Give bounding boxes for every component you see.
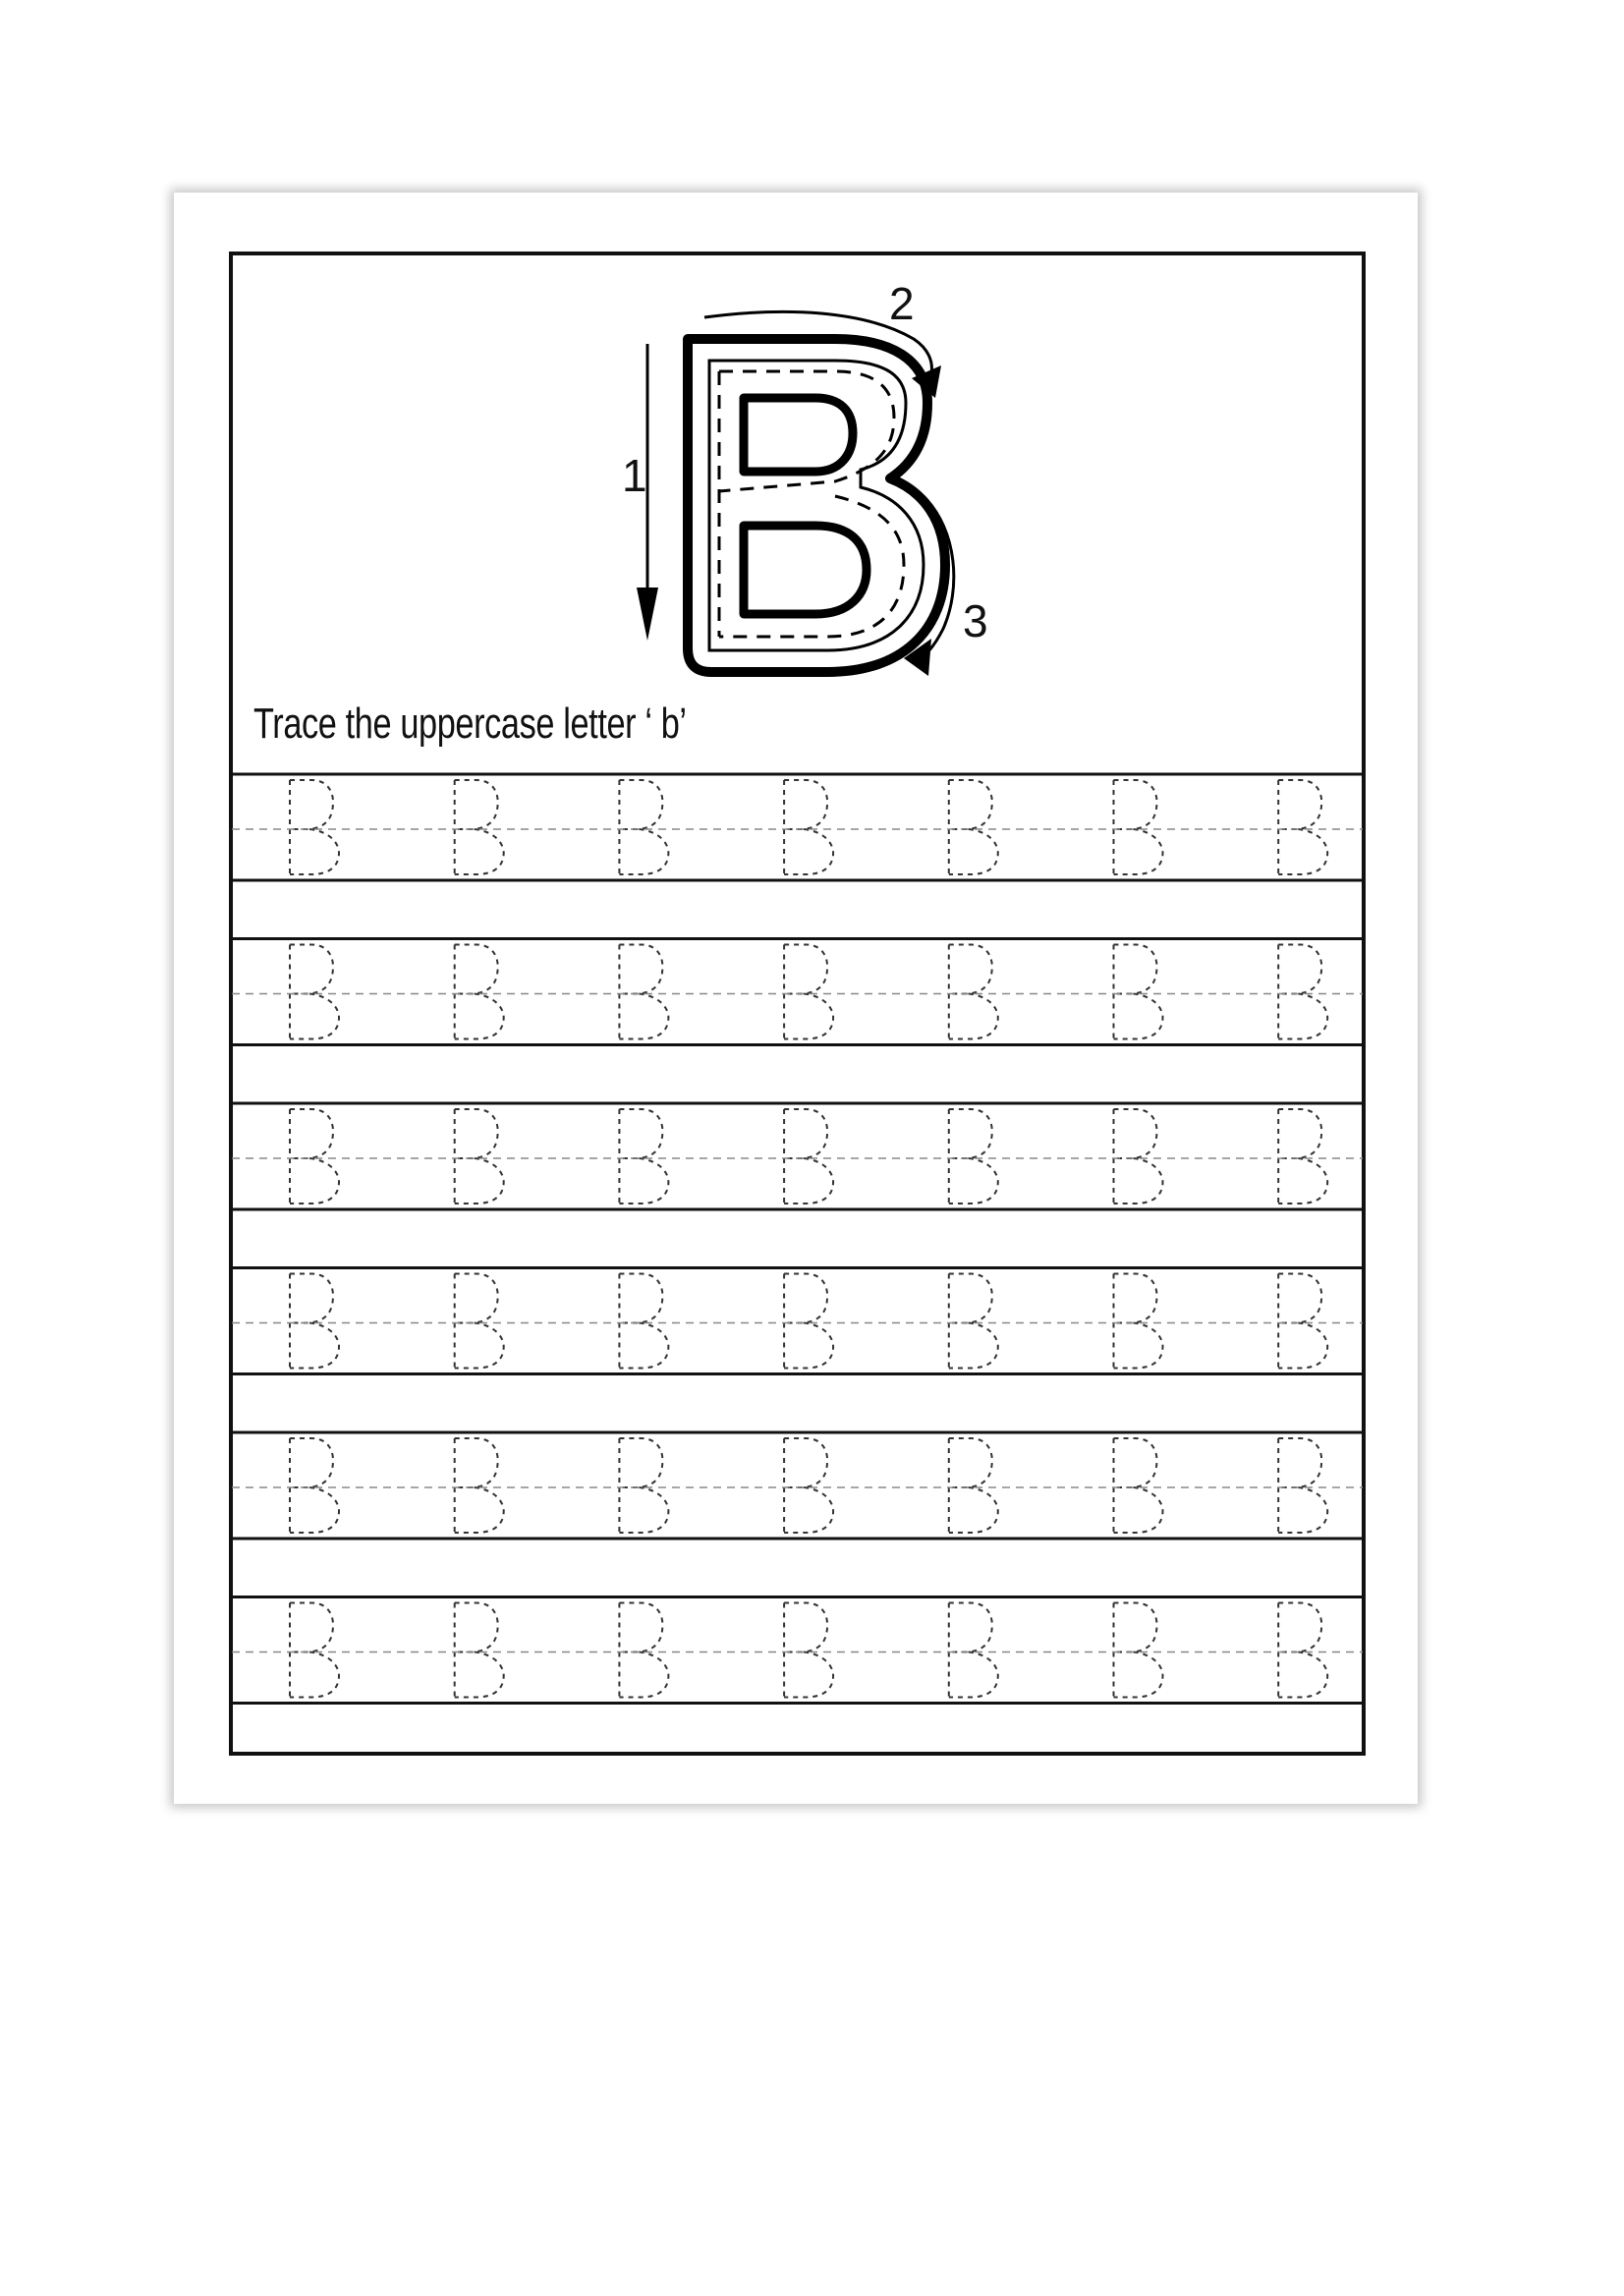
dotted-letter-b [1278, 1109, 1327, 1204]
trace-row[interactable] [290, 1109, 1327, 1204]
dotted-letter-b [1114, 945, 1163, 1039]
dotted-letter-b [949, 1109, 998, 1204]
dotted-letter-b [1114, 780, 1163, 874]
stroke-number-1: 1 [622, 450, 647, 501]
trace-row[interactable] [290, 945, 1327, 1039]
dotted-letter-b [949, 780, 998, 874]
instruction-text: Trace the uppercase letter ‘ b’ [253, 700, 687, 748]
dotted-letter-b [949, 1603, 998, 1698]
dotted-letter-b [619, 1109, 668, 1204]
dotted-letter-b [784, 1438, 833, 1533]
dotted-letter-b [1278, 780, 1327, 874]
dotted-letter-b [455, 1438, 504, 1533]
trace-row[interactable] [290, 780, 1327, 874]
dotted-letter-b [949, 1438, 998, 1533]
dotted-letter-b [949, 945, 998, 1039]
dotted-letter-b [290, 1438, 339, 1533]
dotted-letter-b [455, 945, 504, 1039]
dotted-letter-b [455, 1109, 504, 1204]
dotted-letter-b [784, 1109, 833, 1204]
dotted-letter-b [1278, 1274, 1327, 1369]
dotted-letter-b [290, 1274, 339, 1369]
dotted-letter-b [1114, 1109, 1163, 1204]
dotted-letter-b [619, 1603, 668, 1698]
dotted-letter-b [455, 1603, 504, 1698]
trace-row[interactable] [290, 1438, 1327, 1533]
dotted-letter-b [784, 945, 833, 1039]
trace-row[interactable] [290, 1603, 1327, 1698]
dotted-letter-b [619, 945, 668, 1039]
dotted-letter-b [784, 1274, 833, 1369]
dotted-letter-b [455, 1274, 504, 1369]
dotted-letter-b [290, 1603, 339, 1698]
dotted-letter-b [290, 780, 339, 874]
dotted-letter-b [949, 1274, 998, 1369]
dotted-letter-b [1114, 1438, 1163, 1533]
dotted-letter-b [619, 1438, 668, 1533]
stroke-number-2: 2 [889, 278, 915, 329]
trace-row[interactable] [290, 1274, 1327, 1369]
dotted-letter-b [290, 945, 339, 1039]
dotted-letter-b [784, 1603, 833, 1698]
dotted-letter-b [1114, 1274, 1163, 1369]
dotted-letter-b [1278, 945, 1327, 1039]
dotted-letter-b [619, 780, 668, 874]
dotted-letter-b [290, 1109, 339, 1204]
dotted-letter-b [1278, 1603, 1327, 1698]
dotted-letter-b [619, 1274, 668, 1369]
dotted-letter-b [1278, 1438, 1327, 1533]
stroke-number-3: 3 [963, 595, 988, 646]
dotted-letter-b [1114, 1603, 1163, 1698]
dotted-letter-b [784, 780, 833, 874]
dotted-letter-b [455, 780, 504, 874]
